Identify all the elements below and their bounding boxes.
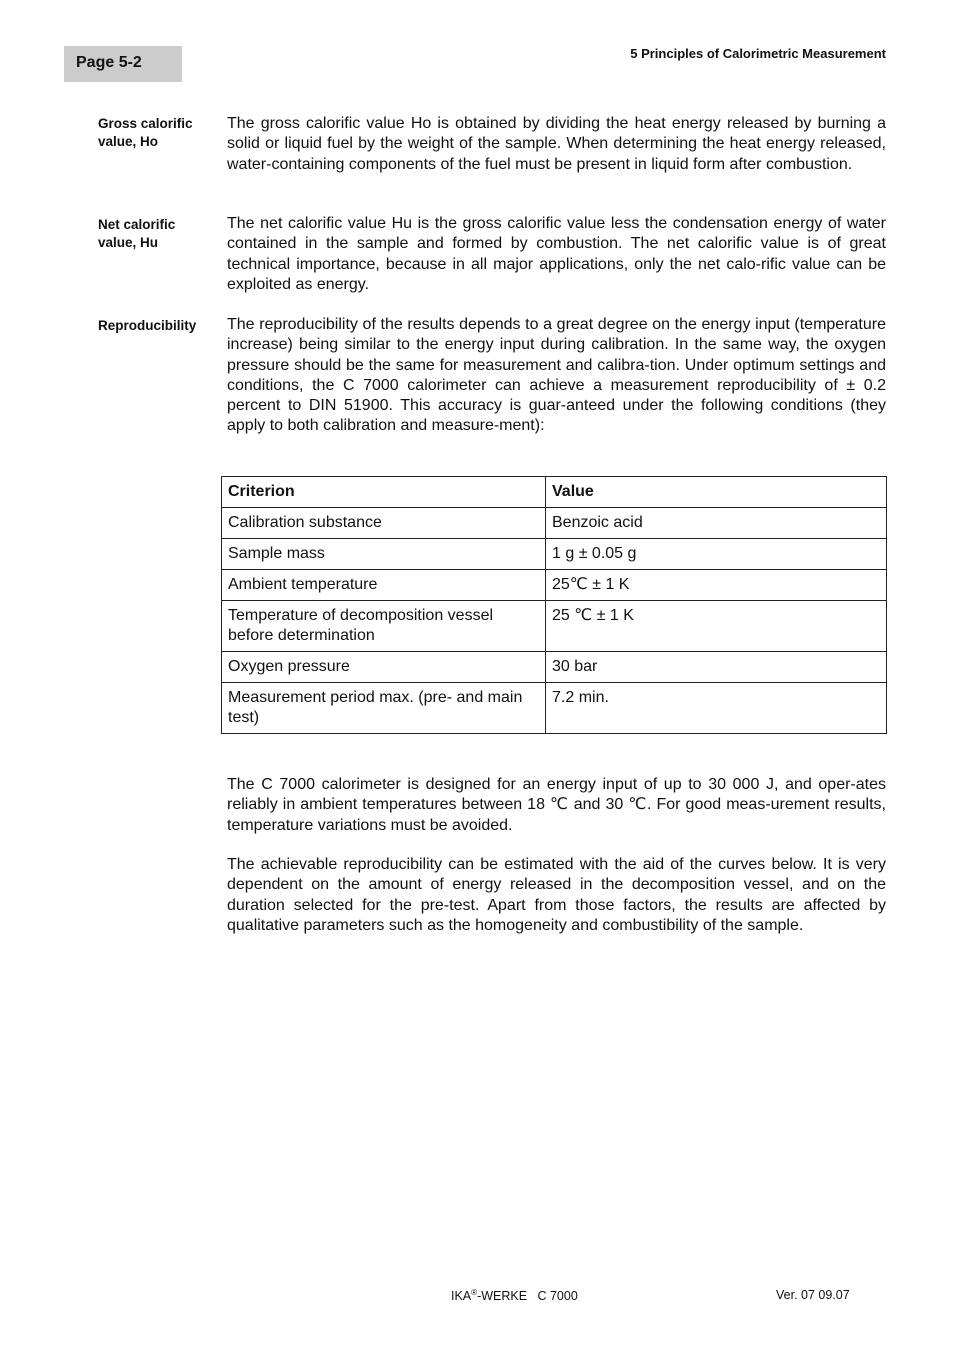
table-row — [222, 683, 887, 734]
table-row — [222, 652, 887, 683]
table-row — [222, 508, 887, 539]
table-row — [222, 539, 887, 570]
column-header-value: Value — [546, 477, 887, 508]
value-cell: 25 ℃ ± 1 K — [546, 601, 887, 652]
footer-product — [451, 1288, 578, 1303]
criterion-cell: Measurement period max. (pre- and main test) — [222, 683, 546, 734]
paragraph-net-calorific-value: The net calorific value Hu is the gross calorific value less the condensation energy of water contained in the sample and formed by combustion. The net calorific value is of great technical importance, because in all major applications, only the net calo-rific value can be exploited as energy. — [227, 215, 886, 293]
side-label-net-calorific-value: Net calorific value, Hu — [98, 217, 176, 250]
column-header-criterion: Criterion — [222, 477, 546, 508]
side-label-reproducibility: Reproducibility — [98, 318, 197, 333]
value-cell: Benzoic acid — [546, 508, 887, 539]
table-row — [222, 570, 887, 601]
page-number-tab — [64, 46, 182, 82]
criterion-cell: Calibration substance — [222, 508, 546, 539]
page-number: Page 5-2 — [76, 54, 142, 71]
paragraph-energy-input: The C 7000 calorimeter is designed for an energy input of up to 30 000 J, and oper-ates reliably in ambient temperatures between 18 ℃ and 30 ℃. For good meas-urement results, temperature variations must be avoided. — [227, 776, 886, 834]
criterion-cell: Ambient temperature — [222, 570, 546, 601]
criterion-cell: Temperature of decomposition vessel before determination — [222, 601, 546, 652]
value-cell: 30 bar — [546, 652, 887, 683]
conditions-table — [221, 476, 887, 734]
paragraph-reproducibility: The reproducibility of the results depends to a great degree on the energy input (temperature increase) being similar to the energy input during calibration. In the same way, the oxygen pressure should be the same for measurement and calibra-tion. Under optimum settings and conditions, the C 7000 calorimeter can achieve a measurement reproducibility of ± 0.2 percent to DIN 51900. This accuracy is guar-anteed under the following conditions (they apply to both calibration and measure-ment): — [227, 316, 886, 435]
footer-brand: IKA — [451, 1289, 472, 1304]
table-row — [222, 601, 887, 652]
criterion-cell: Sample mass — [222, 539, 546, 570]
side-label-gross-calorific-value: Gross calorific value, Ho — [98, 116, 193, 149]
footer-version: Ver. 07 09.07 — [776, 1288, 850, 1302]
footer-model: -WERKE C 7000 — [477, 1289, 578, 1304]
paragraph-gross-calorific-value: The gross calorific value Ho is obtained by dividing the heat energy released by burning a solid or liquid fuel by the weight of the sample. When determining the heat energy released, water-containing components of the fuel must be present in liquid form after combustion. — [227, 115, 886, 173]
table-header-row — [222, 477, 887, 508]
paragraph-achievable-reproducibility: The achievable reproducibility can be estimated with the aid of the curves below. It is very dependent on the amount of energy released in the decomposition vessel, and on the duration selected for the pre-test. Apart from those factors, the results are affected by qualitative parameters such as the homogeneity and combustibility of the sample. — [227, 856, 886, 934]
criterion-cell: Oxygen pressure — [222, 652, 546, 683]
value-cell: 1 g ± 0.05 g — [546, 539, 887, 570]
chapter-title: 5 Principles of Calorimetric Measurement — [630, 46, 886, 61]
value-cell: 7.2 min. — [546, 683, 887, 734]
value-cell: 25℃ ± 1 K — [546, 570, 887, 601]
registered-mark: ® — [471, 1288, 478, 1297]
